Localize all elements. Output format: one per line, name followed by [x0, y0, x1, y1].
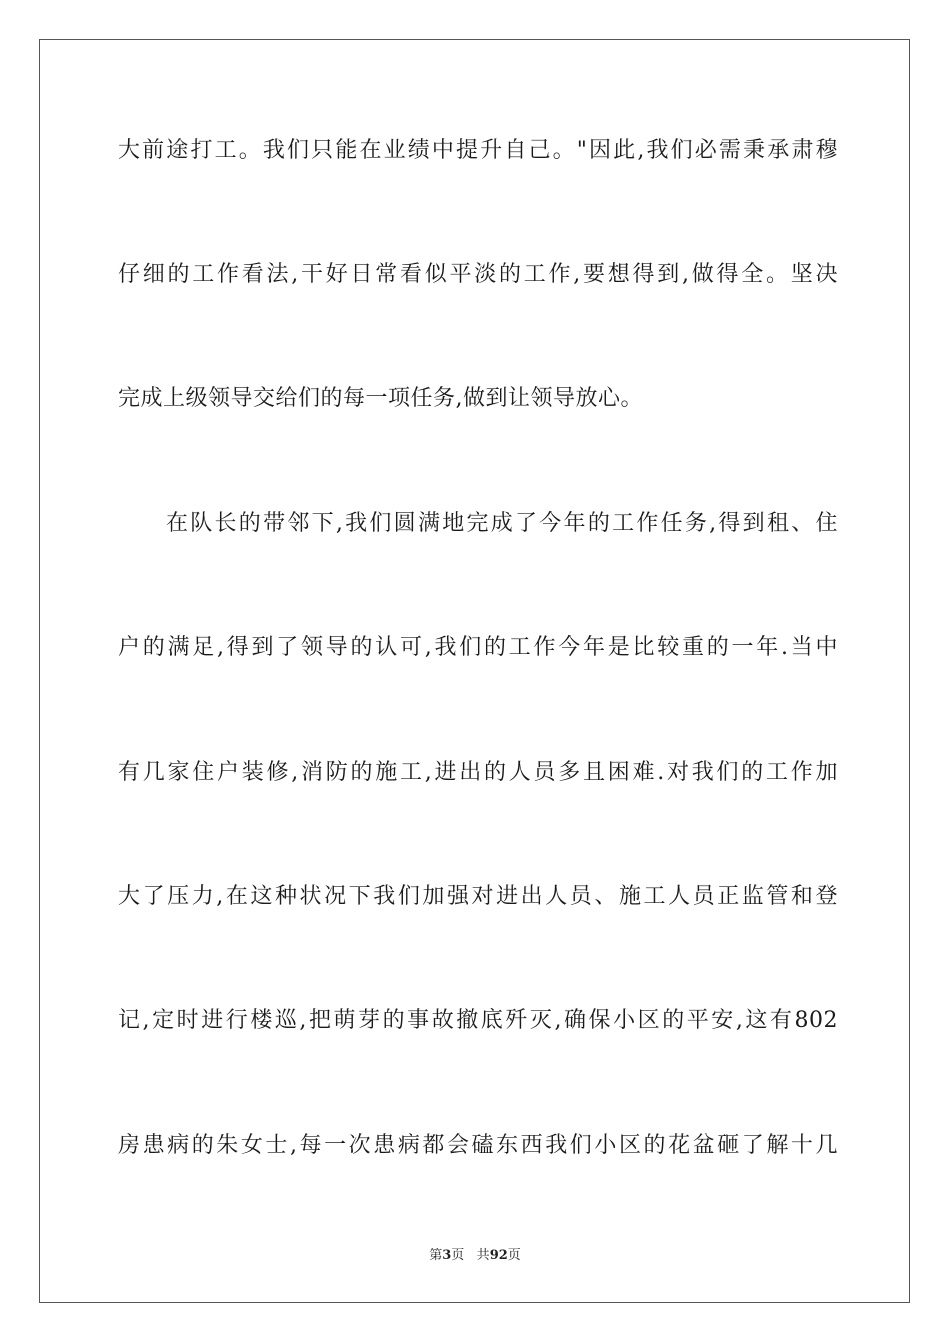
footer-total-pages: 92	[489, 1248, 508, 1263]
footer-page-suffix: 页	[451, 1248, 465, 1263]
footer-total-suffix: 页	[507, 1248, 521, 1263]
body-line-4: 在队长的带邻下,我们圆满地完成了今年的工作任务,得到租、住	[166, 511, 838, 536]
footer-total-prefix: 共	[476, 1248, 490, 1263]
body-line-9: 房患病的朱女士,每一次患病都会磕东西我们小区的花盆砸了解十几	[118, 1133, 838, 1158]
page-footer	[0, 1247, 950, 1265]
body-line-3: 完成上级领导交给们的每一项任务,做到让领导放心。	[118, 386, 643, 411]
footer-prefix: 第	[429, 1248, 443, 1263]
footer-page-number: 3	[442, 1248, 452, 1263]
body-line-6: 有几家住户装修,消防的施工,进出的人员多且困难.对我们的工作加	[118, 760, 838, 785]
body-line-8: 记,定时进行楼巡,把萌芽的事故撤底歼灭,确保小区的平安,这有802	[118, 1008, 838, 1033]
body-line-2: 仔细的工作看法,干好日常看似平淡的工作,要想得到,做得全。坚决	[118, 262, 838, 287]
page-border	[39, 39, 910, 1303]
body-line-7: 大了压力,在这种状况下我们加强对进出人员、施工人员正监管和登	[118, 884, 838, 909]
body-line-5: 户的满足,得到了领导的认可,我们的工作今年是比较重的一年.当中	[118, 635, 838, 660]
body-line-1: 大前途打工。我们只能在业绩中提升自己。"因此,我们必需秉承肃穆	[118, 138, 838, 163]
